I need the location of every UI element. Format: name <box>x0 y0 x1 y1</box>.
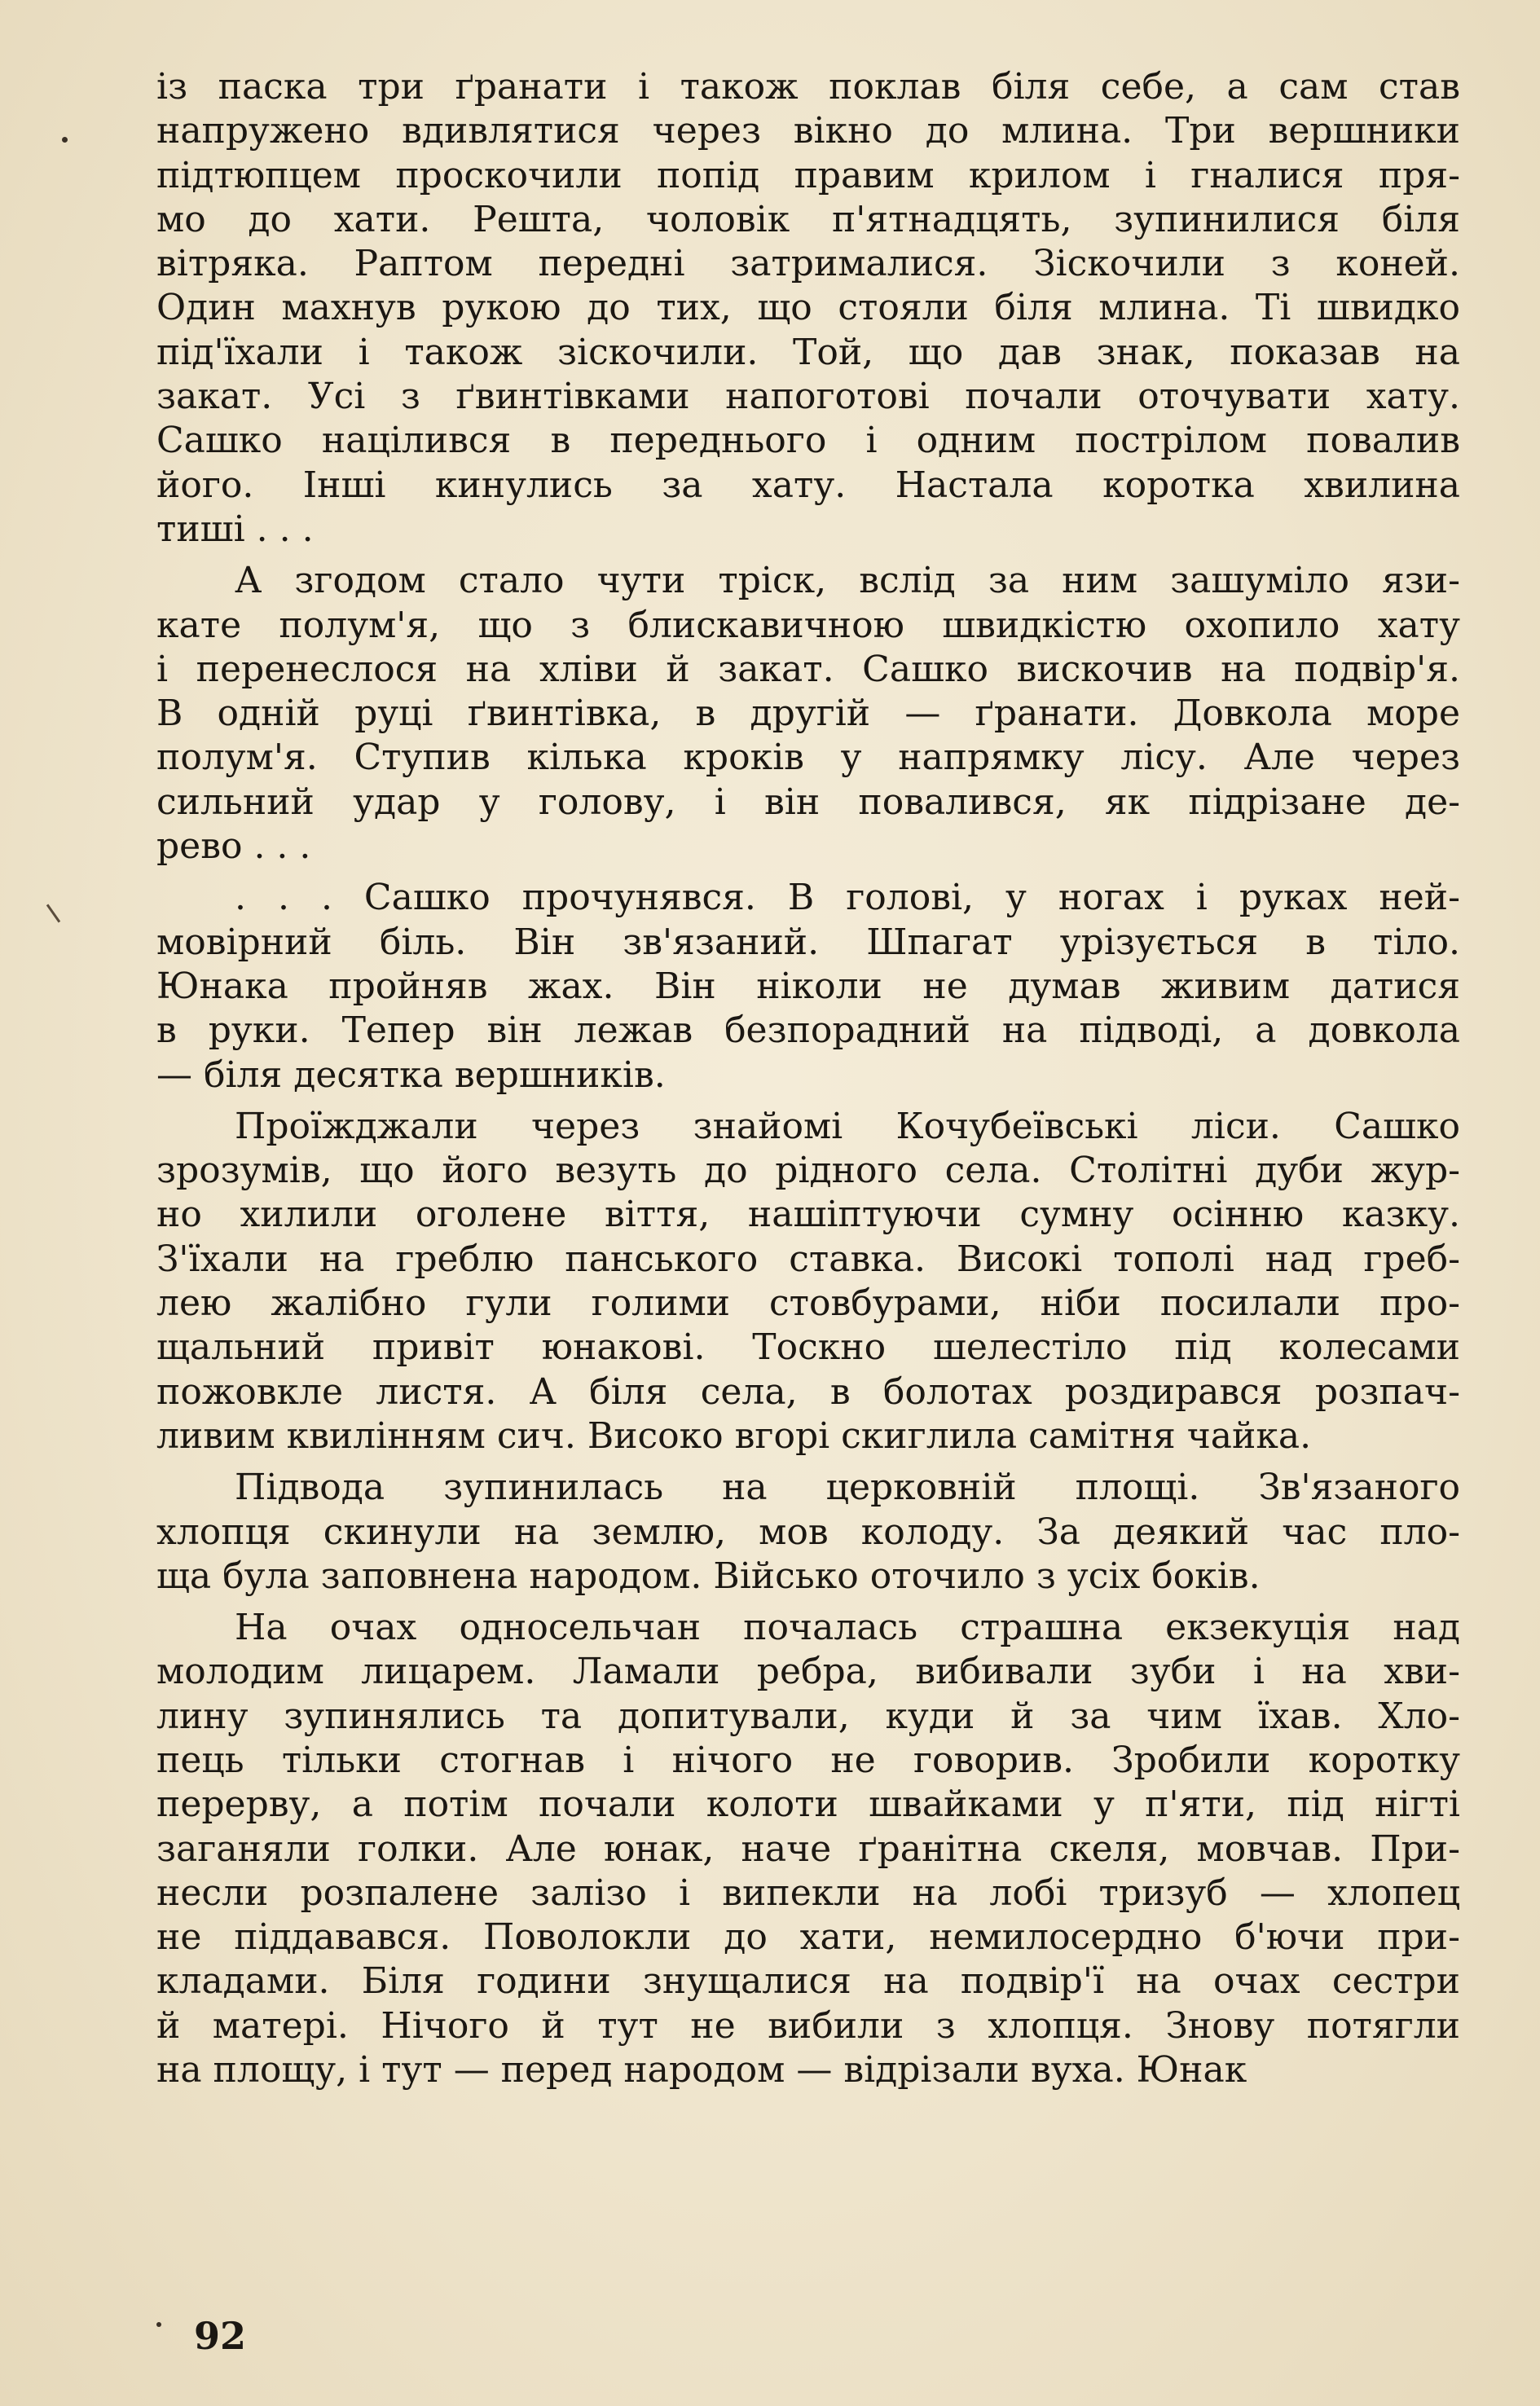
ink-speck <box>62 137 68 143</box>
text-line: ща була заповнена народом. Військо оточило з усіх боків. <box>156 1555 1261 1597</box>
text-line: тиші . . . <box>156 508 314 550</box>
text-line: полум'я. Ступив кілька кроків у напрямку лісу. Але через <box>156 737 1460 779</box>
paragraph <box>156 1606 1460 2092</box>
text-line: — біля десятка вершників. <box>156 1053 666 1096</box>
text-line: молодим лицарем. Ламали ребра, вибивали зуби і на хви- <box>156 1651 1460 1693</box>
paragraph-gap <box>156 552 1460 559</box>
text-line: із паска три ґранати і також поклав біля себе, а сам став <box>156 66 1460 108</box>
paragraph <box>156 65 1460 552</box>
paragraph <box>156 1105 1460 1458</box>
paragraph <box>156 876 1460 1097</box>
text-line: мо до хати. Решта, чоловік п'ятнадцять, зупинилися біля <box>156 198 1460 240</box>
text-line: і перенеслося на хліви й закат. Сашко вискочив на подвір'я. <box>156 648 1460 690</box>
text-line: Юнака пройняв жах. Він ніколи не думав живим датися <box>156 965 1460 1007</box>
text-line: напружено вдивлятися через вікно до млина. Три вершники <box>156 110 1460 152</box>
text-line: В одній руці ґвинтівка, в другій — ґранати. Довкола море <box>156 693 1460 735</box>
text-line: ливим квилінням сич. Високо вгорі скиглила самітня чайка. <box>156 1414 1312 1457</box>
text-line: вітряка. Раптом передні затрималися. Зіскочили з коней. <box>156 243 1460 285</box>
paragraph-gap <box>156 1599 1460 1606</box>
text-line: сильний удар у голову, і він повалився, як підрізане де- <box>156 781 1460 823</box>
text-line: рево . . . <box>156 825 311 868</box>
text-line: закат. Усі з ґвинтівками напоготові почали оточувати хату. <box>156 376 1460 418</box>
text-line: лину зупинялись та допитували, куди й за чим їхав. Хло- <box>156 1695 1460 1737</box>
text-line: заганяли голки. Але юнак, наче ґранітна скеля, мовчав. При- <box>156 1828 1460 1870</box>
text-line: Один махнув рукою до тих, що стояли біля млина. Ті швидко <box>156 287 1460 329</box>
text-line: зрозумів, що його везуть до рідного села. Столітні дуби жур- <box>156 1150 1460 1192</box>
text-line: Підвода зупинилась на церковній площі. Зв'язаного <box>235 1467 1460 1509</box>
text-line: . . . Сашко прочунявся. В голові, у ногах і руках ней- <box>235 877 1460 919</box>
text-line: Проїжджали через знайомі Кочубеївські ліси. Сашко <box>235 1105 1460 1147</box>
body-text <box>156 65 1460 2092</box>
paragraph-gap <box>156 1458 1460 1466</box>
text-line: лею жалібно гули голими стовбурами, ніби посилали про- <box>156 1282 1460 1325</box>
text-line: щальний привіт юнакові. Тоскно шелестіло під колесами <box>156 1326 1460 1369</box>
text-line: пець тільки стогнав і нічого не говорив. Зробили коротку <box>156 1739 1460 1781</box>
margin-mark <box>46 904 60 922</box>
text-line: но хилили оголене віття, нашіптуючи сумну осінню казку. <box>156 1194 1460 1236</box>
text-line: На очах односельчан почалась страшна екзекуція над <box>235 1607 1460 1649</box>
text-line: не піддавався. Поволокли до хати, немилосердно б'ючи при- <box>156 1916 1460 1959</box>
paragraph <box>156 1466 1460 1599</box>
paragraph-gap <box>156 1097 1460 1105</box>
text-line: Сашко націлився в переднього і одним пострілом повалив <box>156 420 1460 462</box>
text-line: під'їхали і також зіскочили. Той, що дав знак, показав на <box>156 331 1460 373</box>
text-line: підтюпцем проскочили попід правим крилом і гналися пря- <box>156 154 1460 196</box>
text-line: несли розпалене залізо і випекли на лобі тризуб — хлопец <box>156 1872 1460 1914</box>
text-line: на площу, і тут — перед народом — відрізали вуха. Юнак <box>156 2049 1247 2092</box>
ink-speck <box>156 2322 161 2327</box>
paragraph <box>156 559 1460 869</box>
text-line: А згодом стало чути тріск, вслід за ним зашуміло язи- <box>235 560 1460 602</box>
text-line: З'їхали на греблю панського ставка. Високі тополі над греб- <box>156 1238 1460 1280</box>
text-line: перерву, а потім почали колоти швайками у п'яти, під нігті <box>156 1784 1460 1826</box>
text-line: пожовкле листя. А біля села, в болотах роздирався розпач- <box>156 1370 1460 1413</box>
text-line: мовірний біль. Він зв'язаний. Шпагат урізується в тіло. <box>156 921 1460 963</box>
text-line: кладами. Біля години знущалися на подвір'ї на очах сестри <box>156 1960 1460 2003</box>
text-line: хлопця скинули на землю, мов колоду. За деякий час пло- <box>156 1511 1460 1553</box>
paragraph-gap <box>156 869 1460 876</box>
text-line: кате полум'я, що з блискавичною швидкістю охопило хату <box>156 604 1460 646</box>
text-line: в руки. Тепер він лежав безпорадний на підводі, а довкола <box>156 1009 1460 1052</box>
text-line: й матері. Нічого й тут не вибили з хлопця. Знову потягли <box>156 2004 1460 2047</box>
text-line: його. Інші кинулись за хату. Настала коротка хвилина <box>156 464 1460 506</box>
page-number: 92 <box>194 2314 247 2358</box>
